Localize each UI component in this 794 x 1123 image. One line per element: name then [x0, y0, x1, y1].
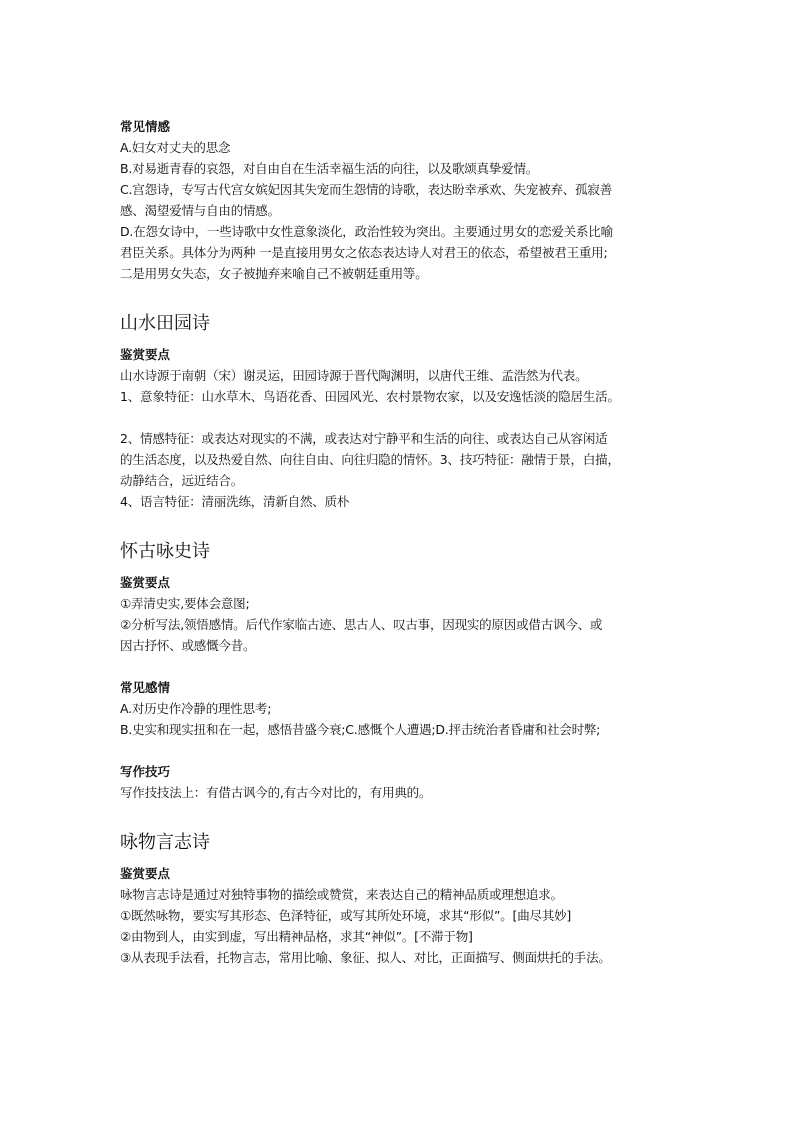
text-line: 动静结合，远近结合。	[120, 473, 244, 488]
text-line: 二是用男女失态，女子被抛弃来喻自己不被朝廷重用等。	[120, 266, 428, 281]
text-line: B.对易逝青春的哀怨，对自由自在生活幸福生活的向往，以及歌颂真挚爱情。	[120, 161, 539, 176]
section-heading: 怀古咏史诗	[120, 541, 210, 562]
text-line: 山水诗源于南朝（宋）谢灵运，田园诗源于晋代陶渊明，以唐代王维、孟浩然为代表。	[120, 368, 588, 383]
text-line: C.宫怨诗，专写古代宫女嫔妃因其失宠而生怨情的诗歌，表达盼幸承欢、失宠被弃、孤寂善	[120, 182, 613, 197]
text-line: 因古抒怀、或感慨今昔。	[120, 638, 256, 653]
document-page	[120, 116, 690, 968]
section-label: 常见情感	[120, 119, 171, 134]
text-line: 咏物言志诗是通过对独特事物的描绘或赞赏，来表达自己的精神品质或理想追求。	[120, 887, 563, 902]
object-poetry-section	[120, 831, 690, 968]
section-heading: 山水田园诗	[120, 313, 210, 334]
section-label: 鉴赏要点	[120, 575, 171, 590]
emotion-label: 常见感情	[120, 680, 171, 695]
section-heading: 咏物言志诗	[120, 832, 210, 853]
common-emotions-section	[120, 116, 690, 284]
text-line: 的生活态度，以及热爱自然、向往自由、向往归隐的情怀。3、技巧特征：融情于景，白描，	[120, 452, 620, 467]
landscape-poetry-section	[120, 312, 690, 512]
text-line: 2、情感特征：或表达对现实的不满，或表达对宁静平和生活的向往、或表达自己从容闲适	[120, 431, 608, 446]
text-line: 君臣关系。具体分为两种 一是直接用男女之依态表达诗人对君王的依态，希望被君王重用;	[120, 245, 608, 260]
history-poetry-section	[120, 540, 690, 803]
text-line: ②由物到人，由实到虚，写出精神品格，求其“神似”。[不滞于物]	[120, 929, 473, 944]
section-label: 鉴赏要点	[120, 866, 171, 881]
technique-label: 写作技巧	[120, 764, 171, 779]
text-line: D.在怨女诗中，一些诗歌中女性意象淡化，政治性较为突出。主要通过男女的恋爱关系比喻	[120, 224, 613, 239]
text-line: 感、渴望爱情与自由的情感。	[120, 203, 280, 218]
text-line: ①弄清史实,要体会意图;	[120, 596, 250, 611]
text-line: 4、语言特征：清丽洗练，清新自然、质朴	[120, 494, 350, 509]
text-line: A.对历史作冷静的理性思考;	[120, 701, 272, 716]
text-line: B.史实和现实扭和在一起，感悟昔盛今衰;C.感慨个人遭遇;D.抨击统治者昏庸和社会时弊;	[120, 722, 601, 737]
text-line: ①既然咏物，要实写其形态、色泽特征，或写其所处环境，求其“形似”。[曲尽其妙]	[120, 908, 572, 923]
section-label: 鉴赏要点	[120, 347, 171, 362]
text-line: A.妇女对丈夫的思念	[120, 140, 231, 155]
text-line: ②分析写法,领悟感情。后代作家临古迹、思古人、叹古事，因现实的原因或借古讽今、或	[120, 617, 603, 632]
text-line: 1、意象特征：山水草木、鸟语花香、田园风光、农村景物农家，以及安逸恬淡的隐居生活。	[120, 389, 620, 404]
text-line: ③从表现手法看，托物言志，常用比喻、象征、拟人、对比，正面描写、侧面烘托的手法。	[120, 950, 611, 965]
text-line: 写作技技法上：有借古讽今的,有古今对比的，有用典的。	[120, 785, 432, 800]
